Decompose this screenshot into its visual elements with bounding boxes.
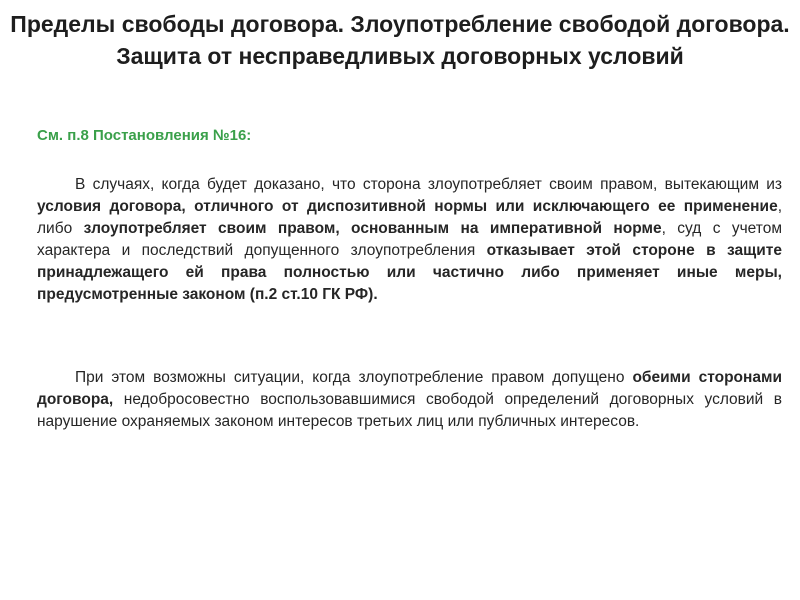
- p1-bold-refuses-protection: отказывает этой стороне в защите принадлежащего ей права полностью или частично либо применяет иные меры, предусмотренные законом (п.2 ст.10 ГК РФ).: [37, 242, 782, 303]
- p1-text-2: , либо: [37, 198, 782, 237]
- p2-text-2: недобросовестно воспользовавшимися свободой определений договорных условий в нарушение охраняемых законом интересов третьих лиц или публичных интересов.: [37, 391, 782, 430]
- p2-bold-both-parties: обеими сторонами договора,: [37, 369, 782, 408]
- p1-text-3: , суд с учетом характера и последствий допущенного злоупотребления: [37, 220, 782, 259]
- p1-bold-imperative-norm: злоупотребляет своим правом, основанным на императивной норме: [83, 220, 662, 237]
- p2-text-1: При этом возможны ситуации, когда злоупотребление правом допущено: [75, 369, 633, 386]
- p1-bold-contract-terms: условия договора, отличного от диспозитивной нормы или исключающего ее применение: [37, 198, 778, 215]
- p1-text-1: В случаях, когда будет доказано, что сторона злоупотребляет своим правом, вытекающим из: [75, 176, 782, 193]
- resolution-reference: См. п.8 Постановления №16:: [37, 127, 252, 144]
- paragraph-both-parties: [37, 367, 782, 433]
- slide-title: Пределы свободы договора. Злоупотребление свободой договора. Защита от несправедливых договорных условий: [10, 11, 790, 69]
- paragraph-abuse-of-right: [37, 174, 782, 306]
